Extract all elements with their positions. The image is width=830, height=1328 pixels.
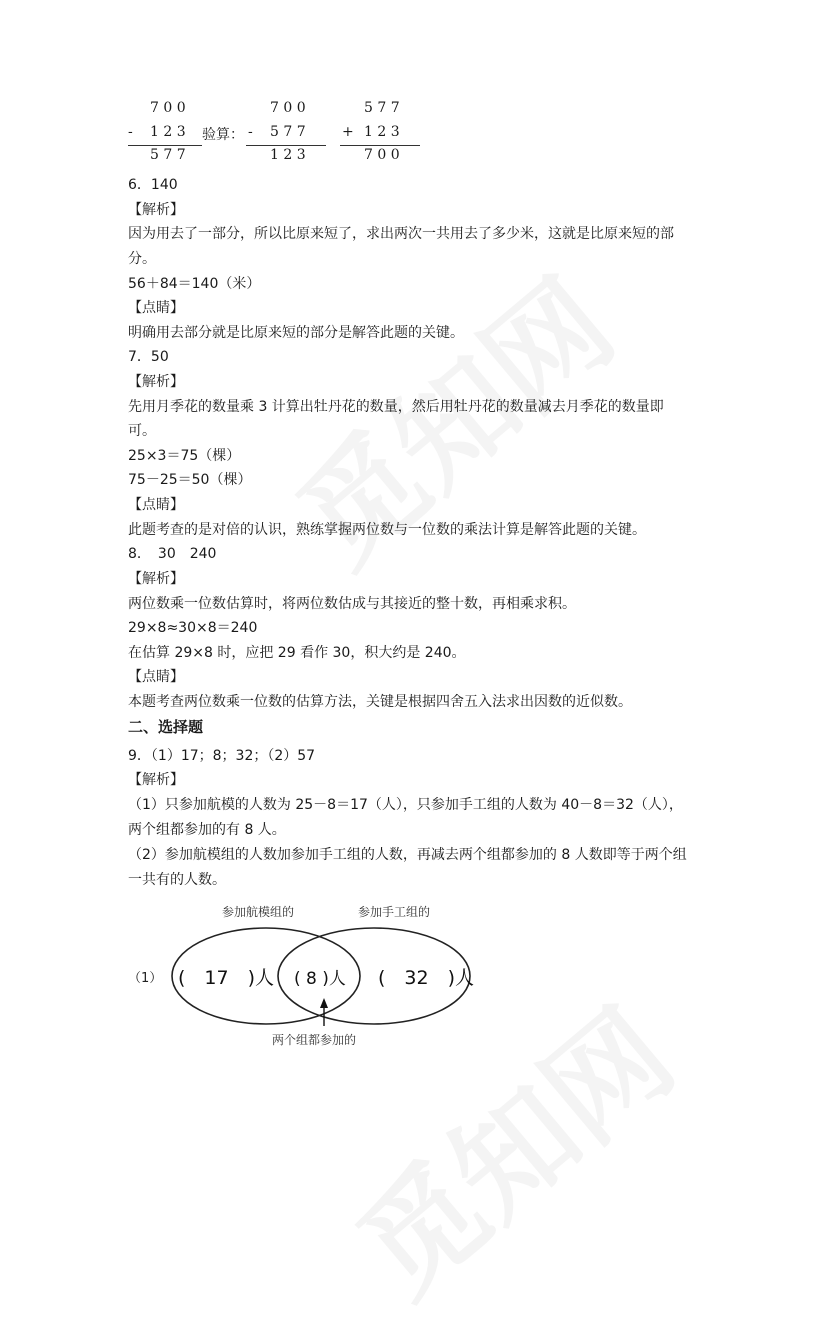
paragraph-line: 分。 [128, 251, 156, 267]
calc1-op: - [128, 124, 133, 140]
paragraph-line: 一共有的人数。 [128, 872, 226, 888]
paragraph-line: 在估算 29×8 时，应把 29 看作 30，积大约是 240。 [128, 645, 466, 661]
analysis-heading: 【解析】 [128, 571, 184, 587]
paragraph-line: 本题考查两位数乘一位数的估算方法，关键是根据四舍五入法求出因数的近似数。 [128, 694, 632, 710]
calc3-op: + [342, 124, 354, 140]
paragraph-line: 先用月季花的数量乘 3 计算出牡丹花的数量，然后用牡丹花的数量减去月季花的数量即 [128, 399, 664, 415]
venn-arrow-head [320, 998, 328, 1008]
answer-6: 6．140 [128, 177, 178, 193]
calc1-rule [128, 145, 202, 146]
equation-line: 25×3＝75（棵） [128, 448, 241, 464]
paragraph-line: （1）只参加航模的人数为 25－8＝17（人），只参加手工组的人数为 40－8＝32（人）， [128, 797, 683, 813]
calc1-top: 7 0 0 [150, 100, 186, 116]
calc1-mid: 1 2 3 [150, 124, 186, 140]
section-title: 二、选择题 [128, 718, 204, 736]
paragraph-line: 两位数乘一位数估算时，将两位数估成与其接近的整十数，再相乘求积。 [128, 596, 576, 612]
equation-line: 56＋84＝140（米） [128, 276, 261, 292]
paragraph-line: 此题考查的是对倍的认识，熟练掌握两位数与一位数的乘法计算是解答此题的关键。 [128, 522, 646, 538]
paragraph-line: 因为用去了一部分，所以比原来短了，求出两次一共用去了多少米，这就是比原来短的部 [128, 226, 674, 242]
paragraph-line: （2）参加航模组的人数加参加手工组的人数，再减去两个组都参加的 8 人数即等于两个组 [128, 847, 687, 863]
calc2-op: - [248, 124, 253, 140]
venn-prefix: （1） [128, 971, 163, 986]
remark-heading: 【点睛】 [128, 669, 184, 685]
analysis-heading: 【解析】 [128, 374, 184, 390]
calc3-bottom: 7 0 0 [364, 147, 400, 163]
venn-right-value: ( 32 )人 [378, 967, 475, 989]
calc2-rule [246, 145, 326, 146]
paragraph-line: 两个组都参加的有 8 人。 [128, 822, 286, 838]
equation-line: 75－25＝50（棵） [128, 472, 252, 488]
paragraph-line: 可。 [128, 423, 156, 439]
venn-left-value: ( 17 )人 [178, 967, 275, 989]
calc2-bottom: 1 2 3 [270, 147, 306, 163]
calc2-top: 7 0 0 [270, 100, 306, 116]
calc1-bottom: 5 7 7 [150, 147, 186, 163]
calc3-rule [340, 145, 420, 146]
calc3-mid: 1 2 3 [364, 124, 400, 140]
answer-7: 7．50 [128, 349, 169, 365]
venn-diagram [0, 900, 830, 1060]
venn-label-right: 参加手工组的 [358, 905, 431, 919]
calc2-mid: 5 7 7 [270, 124, 306, 140]
analysis-heading: 【解析】 [128, 202, 184, 218]
analysis-heading: 【解析】 [128, 772, 184, 788]
answer-8: 8． 30 240 [128, 546, 217, 562]
answer-9: 9．（1）17；8；32；（2）57 [128, 748, 316, 764]
equation-line: 29×8≈30×8＝240 [128, 620, 258, 636]
remark-heading: 【点睛】 [128, 497, 184, 513]
remark-heading: 【点睛】 [128, 300, 184, 316]
paragraph-line: 明确用去部分就是比原来短的部分是解答此题的关键。 [128, 325, 464, 341]
venn-bottom-label: 两个组都参加的 [272, 1033, 357, 1047]
check-label: 验算： [202, 127, 244, 143]
venn-label-left: 参加航模组的 [222, 905, 295, 919]
venn-mid-value: ( 8 )人 [294, 969, 346, 989]
calc3-top: 5 7 7 [364, 100, 400, 116]
